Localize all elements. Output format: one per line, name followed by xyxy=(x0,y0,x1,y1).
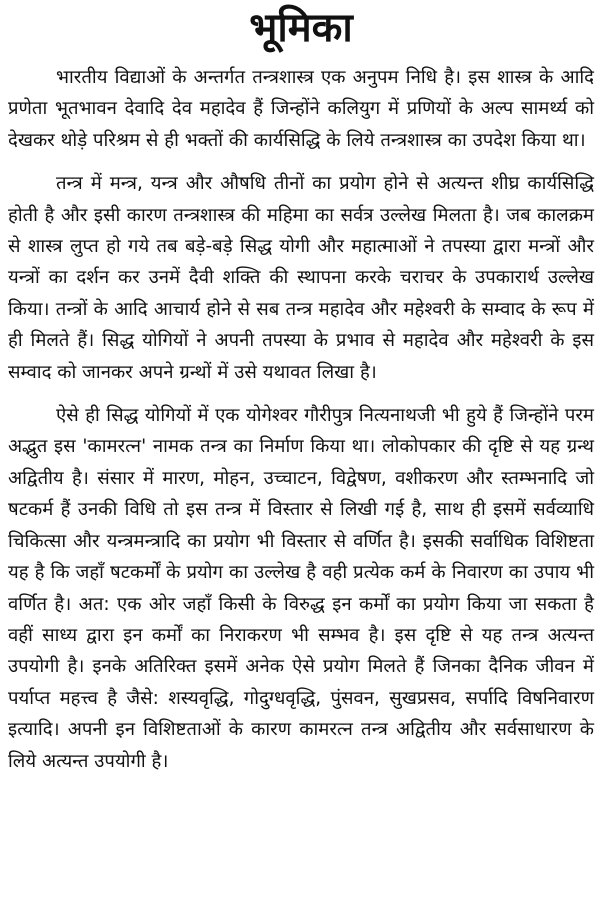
paragraph-intro: भारतीय विद्याओं के अन्तर्गत तन्त्रशास्त्र एक अनुपम निधि है। इस शास्त्र के आदि प्रणेता भूतभावन देवादि देव महादेव हैं जिन्होंने कलियुग में प्रणियों के अल्प सामर्थ्य को देखकर थोड़े परिश्रम से ही भक्तों की कार्यसिद्धि के लिये तन्त्रशास्त्र का उपदेश किया था। xyxy=(8,67,594,151)
paragraph-kamaratna: ऐसे ही सिद्ध योगियों में एक योगेश्वर गौरीपुत्र नित्यनाथजी भी हुये हैं जिन्होंने परम अद्भुत इस 'कामरत्न' नामक तन्त्र का निर्माण किया था। लोकोपकार की दृष्टि से यह ग्रन्थ अद्वितीय है। संसार में मारण, मोहन, उच्चाटन, विद्वेषण, वशीकरण और स्तम्भनादि जो षटकर्म हैं उनकी विधि तो इस तन्त्र में विस्तार से लिखी गई है, साथ ही इसमें सर्वव्याधि चिकित्सा और यन्त्रमन्त्रादि का प्रयोग भी विस्तार से वर्णित है। इसकी सर्वाधिक विशिष्टता यह है कि जहाँ षटकर्मों के प्रयोग का उल्लेख है वही प्रत्येक कर्म के निवारण का उपाय भी वर्णित है। अत: एक ओर जहाँ किसी के विरुद्ध इन कर्मों का प्रयोग किया जा सकता है वहीं साध्य द्वारा इन कर्मों का निराकरण भी सम्भव है। इस दृष्टि से यह तन्त्र अत्यन्त उपयोगी है। इनके अतिरिक्त इसमें अनेक ऐसे प्रयोग मिलते हैं जिनका दैनिक जीवन में पर्याप्त महत्त्व है जैसे: शस्यवृद्धि, गोदुग्धवृद्धि, पुंसवन, सुखप्रसव, सर्पादि विषनिवारण इत्यादि। अपनी इन विशिष्टताओं के कारण कामरत्न तन्त्र अद्वितीय और सर्वसाधारण के लिये अत्यन्त उपयोगी है। xyxy=(8,405,594,772)
paragraph-tantra-history: तन्त्र में मन्त्र, यन्त्र और औषधि तीनों का प्रयोग होने से अत्यन्त शीघ्र कार्यसिद्धि होती है और इसी कारण तन्त्रशास्त्र की महिमा का सर्वत्र उल्लेख मिलता है। जब कालक्रम से शास्त्र लुप्त हो गये तब बड़े-बड़े सिद्ध योगी और महात्माओं ने तपस्या द्वारा मन्त्रों और यन्त्रों का दर्शन कर उनमें दैवी शक्ति की स्थापना करके चराचर के उपकारार्थ उल्लेख किया। तन्त्रों के आदि आचार्य होने से सब तन्त्र महादेव और महेश्वरी के सम्वाद के रूप में ही मिलते हैं। सिद्ध योगियों ने अपनी तपस्या के प्रभाव से महादेव और महेश्वरी के इस सम्वाद को जानकर अपने ग्रन्थों में उसे यथावत लिखा है। xyxy=(8,173,594,383)
page-title: भूमिका xyxy=(249,5,353,51)
